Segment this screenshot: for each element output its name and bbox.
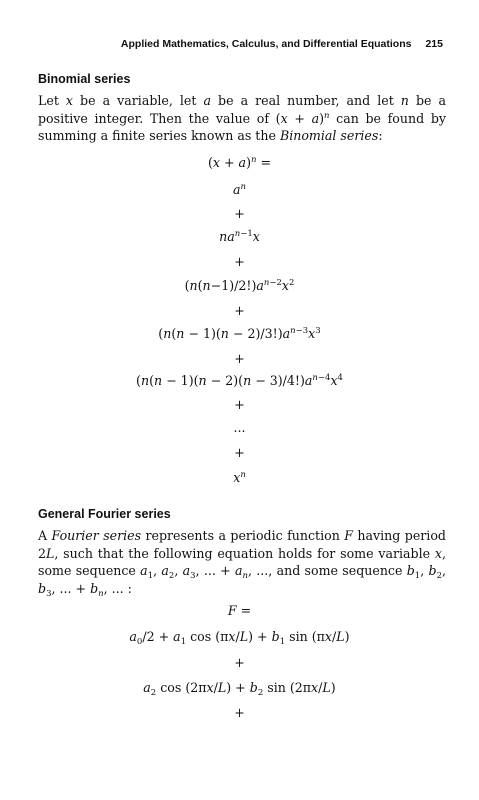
- binomial-term-2: $na^{n-1}x$: [219, 229, 260, 244]
- fourier-line-lhs: F =: [227, 603, 252, 618]
- binomial-plus: +: [234, 303, 245, 318]
- binomial-plus: +: [234, 206, 245, 221]
- running-header: [121, 38, 443, 50]
- binomial-plus: +: [234, 445, 245, 460]
- running-header-title: Applied Mathematics, Calculus, and Differential Equations: [120, 38, 412, 50]
- binomial-term-3: $(n(n-1)/2!)a^{n-2}x^2$: [184, 278, 295, 293]
- binomial-term-last: $x^n$: [233, 470, 246, 485]
- binomial-term-4: $(n(n - 1)(n - 2)/3!)a^{n-3}x^3$: [158, 326, 321, 341]
- binomial-term-5: $(n(n - 1)(n - 2)(n - 3)/4!)a^{n-4}x^4$: [136, 373, 343, 388]
- fourier-plus: +: [234, 705, 245, 720]
- section-heading-fourier: General Fourier series: [38, 507, 171, 521]
- binomial-plus: +: [234, 351, 245, 366]
- binomial-intro-paragraph: Let x be a variable, let a be a real number, and let n be a positive integer. Then the value of $(x + a)^n$ can be found by summing a finite series known as the Binomial series:: [38, 93, 447, 143]
- fourier-intro-paragraph: A Fourier series represents a periodic function F having period 2L, such that the following equation holds for some variable x, some sequence $a_1$, $a_2$, $a_3$, ... + $a_n$, ..., and some sequence $b_1$, $b_2$, $b_3$, ... + $b_n$, ... :: [38, 528, 446, 599]
- binomial-plus: +: [234, 254, 245, 269]
- page-number: 215: [425, 38, 443, 50]
- fourier-term-2: $a_2$ $\cos (2\pi x/L) + b_2$ sin (2πx/L): [143, 680, 336, 698]
- fourier-term-1: $a_0/2 + a_1$ $\cos (\pi x/L) + b_1$ sin (πx/L): [129, 629, 350, 647]
- binomial-ellipsis: ...: [233, 420, 246, 435]
- section-heading-binomial: Binomial series: [38, 72, 131, 86]
- binomial-term-1: $a^n$: [233, 182, 246, 197]
- binomial-line-lhs: $(x + a)^n$ =: [207, 155, 272, 170]
- binomial-plus: +: [234, 397, 245, 412]
- fourier-plus: +: [234, 655, 245, 670]
